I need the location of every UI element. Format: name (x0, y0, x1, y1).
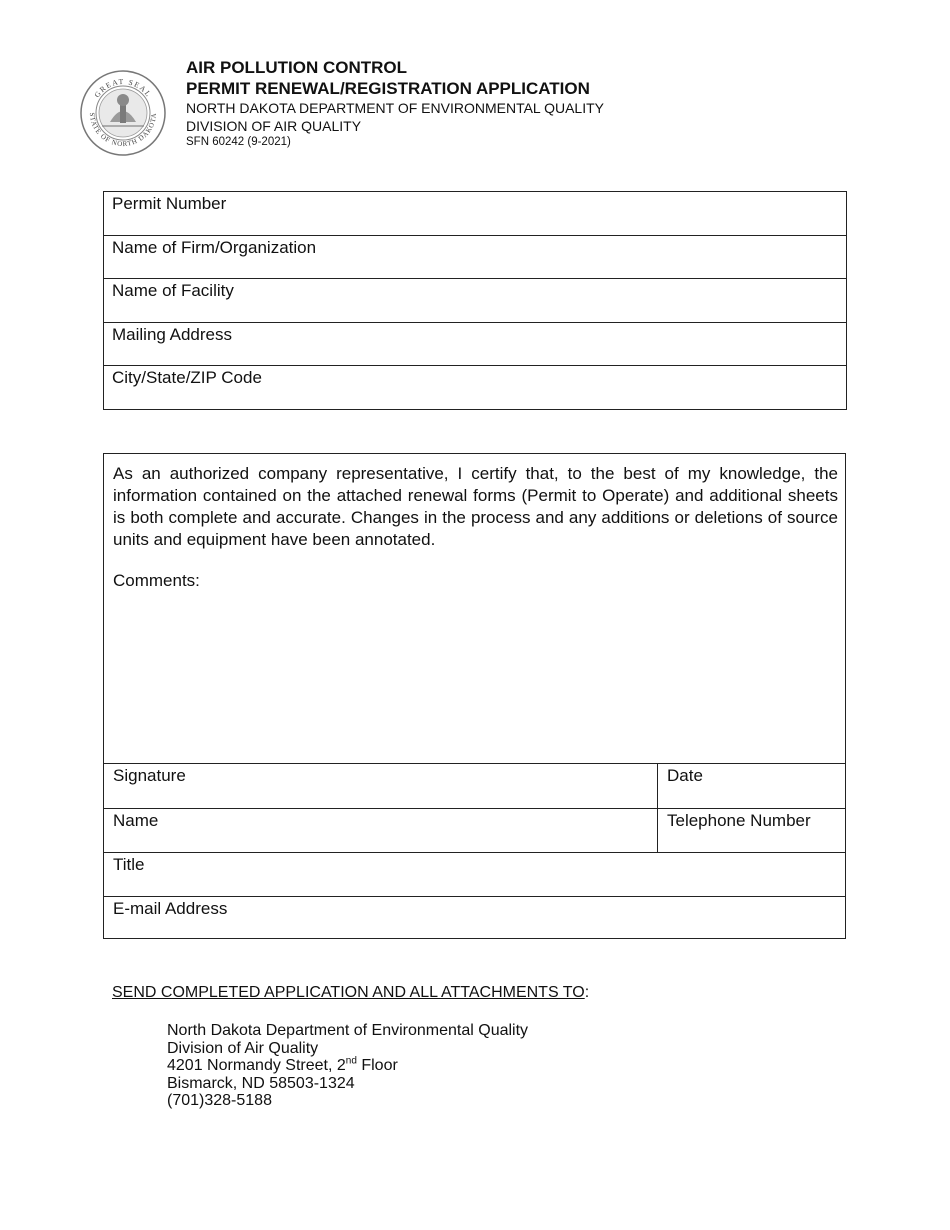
field-label: Name of Facility (112, 281, 234, 300)
address-line-city: Bismarck, ND 58503-1324 (167, 1074, 355, 1092)
signature-label: Signature (113, 766, 186, 785)
facility-info-table (103, 191, 847, 410)
address-line-phone: (701)328-5188 (167, 1092, 272, 1109)
department-name: NORTH DAKOTA DEPARTMENT OF ENVIRONMENTAL QUALITY (186, 100, 604, 116)
form-header (186, 57, 604, 150)
division-name: DIVISION OF AIR QUALITY (186, 118, 362, 134)
firm-name-field[interactable] (104, 235, 846, 278)
mailing-address-block (167, 1022, 528, 1110)
address-line-street: 4201 Normandy Street, 2nd Floor (167, 1055, 398, 1074)
title-field[interactable] (104, 853, 845, 896)
email-label: E-mail Address (113, 899, 228, 918)
mailing-address-field[interactable] (104, 322, 846, 365)
comments-area[interactable] (104, 594, 845, 762)
svg-text:GREAT SEAL: GREAT SEAL (92, 76, 154, 100)
name-label: Name (113, 811, 159, 830)
field-label: Mailing Address (112, 325, 233, 344)
send-instruction-text: SEND COMPLETED APPLICATION AND ALL ATTACHMENTS TO (112, 984, 585, 1001)
name-row (104, 808, 845, 852)
title-row (104, 852, 845, 896)
svg-text:STATE OF NORTH DAKOTA: STATE OF NORTH DAKOTA (87, 112, 159, 149)
title-line1: AIR POLLUTION CONTROL (186, 58, 407, 77)
city-state-zip-field[interactable] (104, 365, 846, 409)
facility-name-field[interactable] (104, 278, 846, 322)
field-label: Permit Number (112, 194, 227, 213)
comments-label: Comments: (113, 571, 200, 590)
field-label: Name of Firm/Organization (112, 238, 317, 257)
signature-row (104, 763, 845, 808)
field-label: City/State/ZIP Code (112, 368, 262, 387)
address-line-dept: North Dakota Department of Environmental Quality (167, 1022, 529, 1039)
telephone-field[interactable] (657, 809, 844, 852)
title-label: Title (113, 855, 145, 874)
telephone-label: Telephone Number (667, 811, 811, 830)
date-field[interactable] (657, 764, 844, 808)
certification-statement: As an authorized company representative, I certify that, to the best of my knowledge, the information contained on the attached renewal forms (Permit to Operate) and additional sheets is both complete and accurate. Changes in the process and any additions or deletions of source units and equipment have been annotated. (113, 464, 838, 549)
state-seal-logo (80, 70, 166, 156)
title-line2: PERMIT RENEWAL/REGISTRATION APPLICATION (186, 79, 590, 98)
email-row (104, 896, 845, 938)
certification-table (103, 453, 846, 939)
email-field[interactable] (104, 897, 845, 938)
permit-number-field[interactable] (104, 192, 846, 235)
send-instruction (112, 984, 589, 1002)
signature-field[interactable] (104, 764, 657, 808)
name-field[interactable] (104, 809, 657, 852)
date-label: Date (667, 766, 703, 785)
send-instruction-colon: : (584, 984, 590, 1001)
form-number: SFN 60242 (9-2021) (186, 136, 291, 148)
address-line-division: Division of Air Quality (167, 1039, 319, 1057)
